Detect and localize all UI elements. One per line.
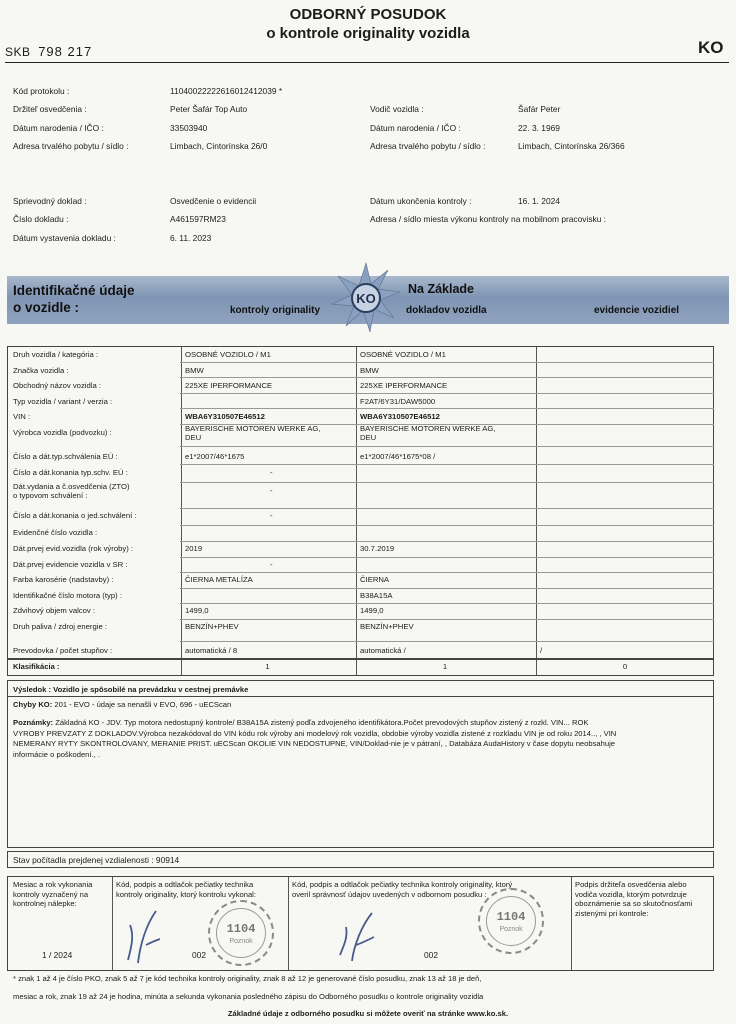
series-prefix: SKB bbox=[5, 45, 31, 59]
row-value-kontroly: ČIERNA METALÍZA bbox=[185, 575, 253, 584]
row-divider bbox=[180, 408, 714, 409]
odometer-row bbox=[7, 851, 714, 868]
row-label: Výrobca vozidla (podvozku) : bbox=[13, 428, 112, 437]
row-value-doklady: B38A15A bbox=[360, 591, 393, 600]
inspection-month-label-3: kontrolnej nálepke: bbox=[13, 899, 77, 908]
holder-signature-label-2: vodiča vozidla, ktorým potvrdzuje bbox=[575, 889, 687, 899]
verifier-label-2: overil správnosť údajov uvedených v odbornom posudku : bbox=[292, 889, 487, 899]
type-code: KO bbox=[698, 38, 724, 57]
verifier-label-1: Kód, podpis a odtlačok pečiatky technika kontroly originality, ktorý bbox=[292, 880, 513, 889]
row-divider bbox=[180, 482, 714, 483]
inspection-place-label: Adresa / sídlo miesta výkonu kontroly na mobilnom pracovisku : bbox=[370, 214, 607, 224]
notes-line-4: informácie o poškodení., . bbox=[13, 749, 100, 759]
row-divider bbox=[180, 393, 714, 394]
technician-label-1: Kód, podpis a odtlačok pečiatky technika bbox=[116, 880, 254, 889]
row-label: VIN : bbox=[13, 412, 31, 421]
row-divider bbox=[180, 588, 714, 589]
inspection-month-value: 1 / 2024 bbox=[42, 950, 73, 960]
verifier-stamp-number: 1104 bbox=[496, 910, 526, 924]
row-value-doklady: automatická / bbox=[360, 646, 406, 655]
stamp-number: 1104 bbox=[226, 922, 256, 936]
doc-type-value: Osvedčenie o evidencii bbox=[170, 196, 257, 206]
errors-label: Chyby KO: bbox=[13, 700, 53, 709]
row-label-2: o typovom schválení : bbox=[13, 491, 88, 500]
doc-type-label: Sprievodný doklad : bbox=[13, 196, 87, 206]
classification-doklady: 1 bbox=[442, 662, 448, 671]
end-date-value: 16. 1. 2024 bbox=[518, 196, 560, 206]
row-divider bbox=[180, 541, 714, 542]
row-value-doklady: 225XE IPERFORMANCE bbox=[360, 381, 448, 390]
row-value-kontroly: 225XE IPERFORMANCE bbox=[185, 381, 273, 390]
band-col1-header: kontroly originality bbox=[230, 305, 321, 316]
notes-line-2: VYROBY PREVZATY Z DOKLADOV.Výrobca nezakódoval do VIN kódu rok výroby ani modelový rok vozidla, obdobie výroby vozidla zistené z rozkladu VIN je od roku 2014.., , VIN bbox=[13, 728, 617, 738]
row-value-kontroly: BENZÍN+PHEV bbox=[185, 622, 239, 631]
stamp-text: Poznok bbox=[229, 938, 253, 945]
notes-label: Poznámky: bbox=[13, 718, 54, 727]
row-value-kontroly: automatická / 8 bbox=[185, 646, 238, 655]
row-label: Dát.vydania a č.osvedčenia (ZTO) bbox=[13, 482, 130, 491]
technician-label-2: kontroly originality, ktorý kontrolu vykonal: bbox=[116, 889, 256, 899]
holder-signature-label-1: Podpis držiteľa osvedčenia alebo bbox=[575, 880, 687, 889]
end-date-label: Dátum ukončenia kontroly : bbox=[370, 196, 472, 206]
technician-signature-icon bbox=[120, 905, 180, 965]
row-divider bbox=[180, 572, 714, 573]
row-label: Prevodovka / počet stupňov : bbox=[13, 646, 113, 655]
row-value-evidencia: / bbox=[540, 646, 543, 655]
protocol-code-label: Kód protokolu : bbox=[13, 86, 70, 96]
row-value-doklady: BMW bbox=[360, 366, 379, 375]
odometer-reading: Stav počítadla prejdenej vzdialenosti : 90914 bbox=[13, 855, 180, 865]
row-value-kontroly: BAYERISCHE MOTOREN WERKE AG, bbox=[185, 424, 321, 433]
row-label: Obchodný názov vozidla : bbox=[13, 381, 102, 390]
row-value-doklady: OSOBNÉ VOZIDLO / M1 bbox=[360, 350, 446, 359]
ko-seal-icon bbox=[330, 262, 402, 334]
band-col3-header: evidencie vozidiel bbox=[594, 305, 680, 316]
result-divider bbox=[7, 696, 714, 697]
footnote-line-2: mesiac a rok, znak 19 až 24 je hodina, minúta a sekunda vykonania posledného zápisu do Odborného posudku o kontrole originality vozidla bbox=[13, 992, 484, 1001]
row-value-doklady: ČIERNA bbox=[360, 575, 390, 584]
row-value-kontroly: WBA6Y310507E46512 bbox=[185, 412, 265, 421]
holder-address-value: Limbach, Cintorínska 26/0 bbox=[170, 141, 268, 151]
row-value-doklady: 1499,0 bbox=[360, 606, 384, 615]
holder-signature-label bbox=[575, 880, 692, 918]
verifier-label bbox=[292, 880, 512, 899]
row-divider bbox=[180, 603, 714, 604]
notes-line-3: NEMERANY RYTY SKONTROLOVANY, MERANIE PRIST. uECScan OKOLIE VIN NEDOSTUPNE, VIN/Doklad-nie je v pátraní, , Databáza AudaHistory v čase dopytu neobsahuje bbox=[13, 739, 615, 748]
seal-text: KO bbox=[356, 291, 376, 306]
inspection-month-label-2: kontroly vyznačený na bbox=[13, 889, 89, 899]
holder-label: Držiteľ osvedčenia : bbox=[13, 104, 87, 114]
technician-code: 002 bbox=[192, 950, 206, 960]
row-value-kontroly: - bbox=[270, 511, 273, 520]
band-col2-header: dokladov vozidla bbox=[406, 305, 487, 316]
row-divider bbox=[180, 362, 714, 363]
row-divider bbox=[180, 619, 714, 620]
row-value-kontroly: - bbox=[270, 468, 273, 477]
document-title: ODBORNÝ POSUDOK bbox=[289, 6, 447, 23]
band-title-1: Identifikačné údaje bbox=[13, 283, 135, 298]
row-value-kontroly: e1*2007/46*1675 bbox=[185, 452, 245, 461]
errors-line bbox=[13, 700, 231, 709]
driver-value: Šafár Peter bbox=[518, 104, 561, 114]
document-subtitle: o kontrole originality vozidla bbox=[266, 25, 470, 42]
row-value-doklady: e1*2007/46*1675*08 / bbox=[360, 452, 436, 461]
row-label: Dát.prvej evidencie vozidla v SR : bbox=[13, 560, 128, 569]
row-label: Identifikačné číslo motora (typ) : bbox=[13, 591, 122, 600]
row-label: Číslo a dát.typ.schválenia EÚ : bbox=[13, 452, 118, 461]
row-value-kontroly: - bbox=[270, 560, 273, 569]
verifier-code: 002 bbox=[424, 950, 438, 960]
row-label: Zdvihový objem valcov : bbox=[13, 606, 96, 615]
holder-signature-label-3: oboznámenie sa so skutočnosťami bbox=[575, 899, 693, 908]
footnote-line-1: * znak 1 až 4 je číslo PKO, znak 5 až 7 je kód technika kontroly originality, znak 8 až 12 je generované číslo posudku, znak 13 až 18 je deň, bbox=[13, 974, 482, 983]
errors-value: 201 - EVO - údaje sa nenašli v EVO, 696 - uECScan bbox=[54, 700, 232, 709]
technician-label bbox=[116, 880, 256, 899]
row-value-doklady: 30.7.2019 bbox=[360, 544, 395, 553]
holder-address-label: Adresa trvalého pobytu / sídlo : bbox=[13, 141, 129, 151]
series-digits: 798 217 bbox=[38, 44, 93, 59]
band-right-title: Na Základe bbox=[408, 282, 475, 296]
driver-birth-label: Dátum narodenia / IČO : bbox=[370, 123, 461, 133]
doc-date-label: Dátum vystavenia dokladu : bbox=[13, 233, 116, 243]
row-value-kontroly-2: DEU bbox=[185, 433, 202, 442]
protocol-code-value: 11040022222616012412039 * bbox=[170, 86, 283, 96]
row-divider bbox=[180, 557, 714, 558]
band-title-2: o vozidle : bbox=[13, 300, 80, 315]
driver-address-label: Adresa trvalého pobytu / sídlo : bbox=[370, 141, 486, 151]
row-value-kontroly: BMW bbox=[185, 366, 204, 375]
row-value-doklady: BENZÍN+PHEV bbox=[360, 622, 414, 631]
driver-address-value: Limbach, Cintorínska 26/366 bbox=[518, 141, 625, 151]
driver-label: Vodič vozidla : bbox=[370, 104, 424, 114]
row-label: Farba karosérie (nadstavby) : bbox=[13, 575, 114, 584]
holder-birth-label: Dátum narodenia / IČO : bbox=[13, 123, 104, 133]
inspection-month-label bbox=[13, 880, 92, 909]
result-text: Výsledok : Vozidlo je spôsobilé na prevádzku v cestnej premávke bbox=[13, 685, 249, 694]
inspection-month-label-1: Mesiac a rok vykonania bbox=[13, 880, 93, 889]
row-value-doklady: BAYERISCHE MOTOREN WERKE AG, bbox=[360, 424, 496, 433]
row-label: Druh vozidla / kategória : bbox=[13, 350, 99, 359]
classification-label: Klasifikácia : bbox=[13, 662, 60, 671]
row-value-kontroly: OSOBNÉ VOZIDLO / M1 bbox=[185, 350, 271, 359]
driver-birth-value: 22. 3. 1969 bbox=[518, 123, 560, 133]
classification-kontroly: 1 bbox=[265, 662, 270, 671]
row-divider bbox=[180, 446, 714, 447]
row-value-doklady-2: DEU bbox=[360, 433, 377, 442]
holder-value: Peter Šafár Top Auto bbox=[170, 104, 248, 114]
holder-signature-label-4: zistenými pri kontrole: bbox=[575, 908, 649, 918]
holder-birth-value: 33503940 bbox=[170, 123, 208, 133]
row-divider bbox=[180, 525, 714, 526]
classification-evidencia: 0 bbox=[622, 662, 628, 671]
row-label: Značka vozidla : bbox=[13, 366, 69, 375]
row-value-doklady: F2AT/6Y31/DAW5000 bbox=[360, 397, 436, 406]
row-divider bbox=[180, 508, 714, 509]
technician-stamp-icon bbox=[208, 900, 274, 966]
row-value-kontroly: 1499,0 bbox=[185, 606, 209, 615]
verification-note: Základné údaje z odborného posudku si môžete overiť na stránke www.ko.sk. bbox=[227, 1009, 509, 1018]
notes bbox=[13, 718, 713, 760]
verifier-signature-icon bbox=[330, 905, 390, 965]
row-label: Dát.prvej evid.vozidla (rok výroby) : bbox=[13, 544, 134, 553]
verifier-stamp-icon bbox=[478, 888, 544, 954]
row-label: Typ vozidla / variant / verzia : bbox=[13, 397, 113, 406]
doc-number-label: Číslo dokladu : bbox=[13, 214, 69, 224]
row-label: Druh paliva / zdroj energie : bbox=[13, 622, 108, 631]
doc-date-value: 6. 11. 2023 bbox=[170, 233, 212, 243]
row-label: Číslo a dát.konania o jed.schválení : bbox=[13, 511, 137, 520]
row-label: Evidenčné číslo vozidla : bbox=[13, 528, 98, 537]
row-divider bbox=[180, 641, 714, 642]
row-label: Číslo a dát.konania typ.schv. EÚ : bbox=[13, 468, 128, 477]
verifier-stamp-text: Poznok bbox=[499, 926, 523, 933]
title-divider bbox=[5, 62, 729, 63]
row-value-kontroly: 2019 bbox=[185, 544, 203, 553]
row-divider bbox=[180, 377, 714, 378]
notes-line-1: Základná KO - JDV. Typ motora nedostupný kontrole/ B38A15A zistený podľa zdvojeného identifikátora.Počet prevodových stupňov zistený z rozkl. VIN... ROK bbox=[55, 718, 589, 727]
row-value-doklady: WBA6Y310507E46512 bbox=[360, 412, 440, 421]
row-value-kontroly: - bbox=[270, 486, 273, 495]
series-number bbox=[5, 44, 92, 59]
row-divider bbox=[180, 464, 714, 465]
doc-number-value: A461597RM23 bbox=[170, 214, 226, 224]
